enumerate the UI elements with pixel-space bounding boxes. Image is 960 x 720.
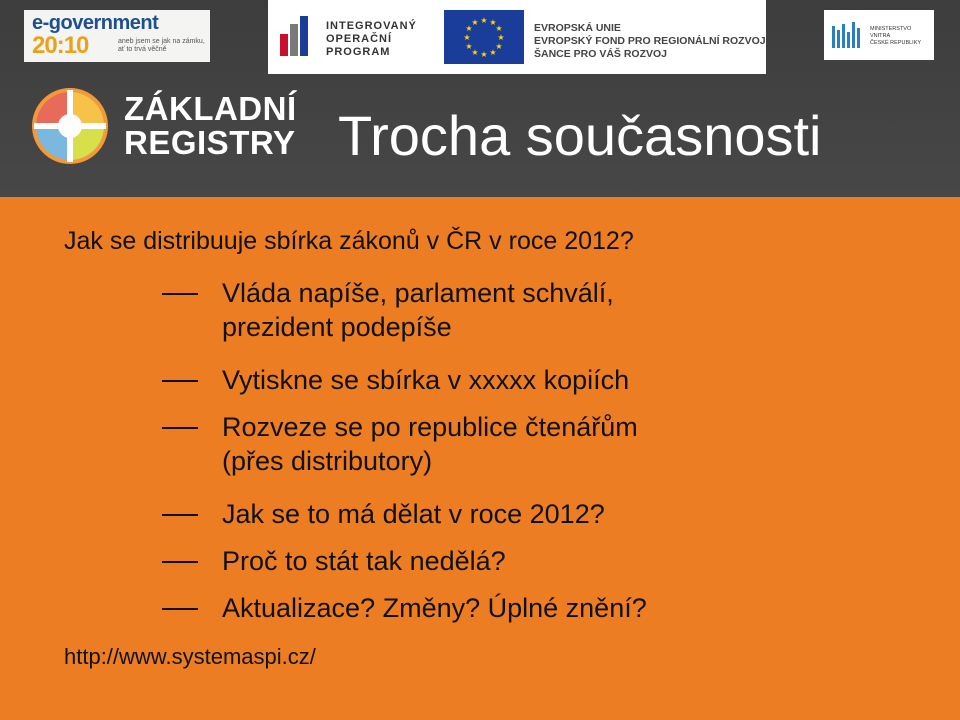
- dash-bullet-icon: [162, 427, 198, 429]
- svg-text:★: ★: [480, 16, 488, 25]
- egov-logo-year: 20:10: [32, 32, 89, 59]
- egov-logo-tagline: aneb jsem se jak na zámku, ať to trvá věčně: [118, 38, 205, 53]
- svg-text:★: ★: [471, 48, 479, 57]
- dash-bullet-icon: [162, 608, 198, 610]
- dash-bullet-icon: [162, 380, 198, 382]
- eu-logo-text: EVROPSKÁ UNIE EVROPSKÝ FOND PRO REGIONÁLNÍ ROZVOJ ŠANCE PRO VÁŠ ROZVOJ: [534, 22, 766, 60]
- slide-header: [0, 0, 960, 197]
- zakladni-registry-logo-text: ZÁKLADNÍ REGISTRY: [124, 90, 297, 161]
- slide-title: Trocha současnosti: [338, 104, 822, 167]
- svg-text:★: ★: [497, 33, 505, 42]
- svg-text:★: ★: [463, 33, 471, 42]
- ministry-logo: [824, 10, 934, 60]
- iop-logo-text: INTEGROVANÝ OPERAČNÍ PROGRAM: [326, 20, 417, 58]
- iop-bars-icon: [280, 16, 310, 56]
- slide-content: Jak se distribuuje sbírka zákonů v ČR v roce 2012? Vláda napíše, parlament schválí, prezident podepíše Vytiskne se sbírka v xxxxx kopiích Rozveze se po republice čtenářům (přes distributory) Jak se to má dělat v roce 2012? Proč to stát tak nedělá? Aktualizace? Změny? Úplné znění? http://www.systemaspi.cz/: [64, 227, 647, 669]
- ministry-emblem-icon: [832, 20, 864, 50]
- svg-text:★: ★: [465, 24, 473, 33]
- svg-text:★: ★: [480, 50, 488, 59]
- zakladni-registry-logo-icon: [30, 86, 110, 166]
- intro-question: Jak se distribuuje sbírka zákonů v ČR v roce 2012?: [64, 227, 634, 255]
- svg-text:★: ★: [495, 42, 503, 51]
- eu-flag-icon: [444, 10, 524, 64]
- egovernment-logo: [24, 10, 210, 62]
- dash-bullet-icon: [162, 561, 198, 563]
- svg-text:★: ★: [489, 48, 497, 57]
- egov-logo-text: e-government: [32, 12, 159, 34]
- dash-bullet-icon: [162, 514, 198, 516]
- ministry-logo-text: MINISTERSTVO VNITRA ČESKÉ REPUBLIKY: [870, 26, 922, 46]
- iop-eu-logo: [268, 0, 766, 74]
- svg-text:★: ★: [495, 24, 503, 33]
- dash-bullet-icon: [162, 293, 198, 295]
- svg-text:★: ★: [465, 42, 473, 51]
- svg-text:★: ★: [471, 18, 479, 27]
- source-url: http://www.systemaspi.cz/: [64, 644, 316, 669]
- svg-text:★: ★: [489, 18, 497, 27]
